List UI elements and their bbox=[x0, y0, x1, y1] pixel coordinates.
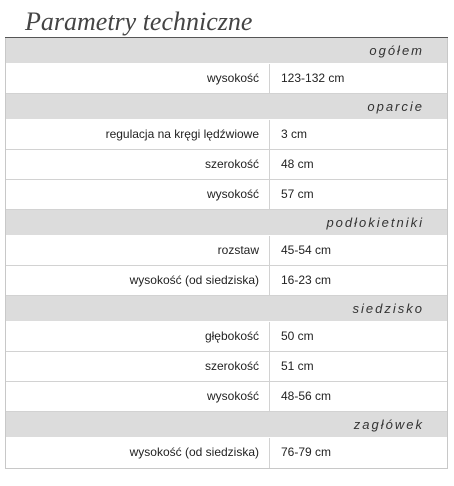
row-label: wysokość bbox=[6, 382, 270, 411]
table-row bbox=[6, 180, 447, 210]
row-value: 50 cm bbox=[281, 329, 314, 343]
page-title: Parametry techniczne bbox=[25, 7, 253, 36]
table-row bbox=[6, 438, 447, 468]
table-row bbox=[6, 322, 447, 352]
row-value: 48 cm bbox=[281, 157, 314, 171]
row-label: wysokość bbox=[6, 180, 270, 209]
row-value: 57 cm bbox=[281, 187, 314, 201]
table-row bbox=[6, 352, 447, 382]
row-label: rozstaw bbox=[6, 236, 270, 265]
section-header-ogolem: ogółem bbox=[6, 38, 447, 64]
row-value: 3 cm bbox=[281, 127, 308, 141]
row-value: 51 cm bbox=[281, 359, 314, 373]
table-row bbox=[6, 236, 447, 266]
section-header-siedzisko: siedzisko bbox=[6, 296, 447, 322]
row-value: 123-132 cm bbox=[281, 71, 345, 85]
row-label: wysokość (od siedziska) bbox=[6, 266, 270, 295]
row-value: 48-56 cm bbox=[281, 389, 332, 403]
row-value: 16-23 cm bbox=[281, 273, 332, 287]
row-label: głębokość bbox=[6, 322, 270, 351]
table-row bbox=[6, 266, 447, 296]
table-row bbox=[6, 150, 447, 180]
table-row bbox=[6, 382, 447, 412]
table-row bbox=[6, 64, 447, 94]
row-label: wysokość (od siedziska) bbox=[6, 438, 270, 468]
section-header-oparcie: oparcie bbox=[6, 94, 447, 120]
row-value: 76-79 cm bbox=[281, 445, 332, 459]
row-label: wysokość bbox=[6, 64, 270, 93]
section-header-zaglowek: zagłówek bbox=[6, 412, 447, 438]
row-value: 45-54 cm bbox=[281, 243, 332, 257]
spec-table bbox=[5, 38, 448, 469]
table-row bbox=[6, 120, 447, 150]
section-header-podlokietniki: podłokietniki bbox=[6, 210, 447, 236]
row-label: regulacja na kręgi lędźwiowe bbox=[6, 120, 270, 149]
row-label: szerokość bbox=[6, 150, 270, 179]
row-label: szerokość bbox=[6, 352, 270, 381]
